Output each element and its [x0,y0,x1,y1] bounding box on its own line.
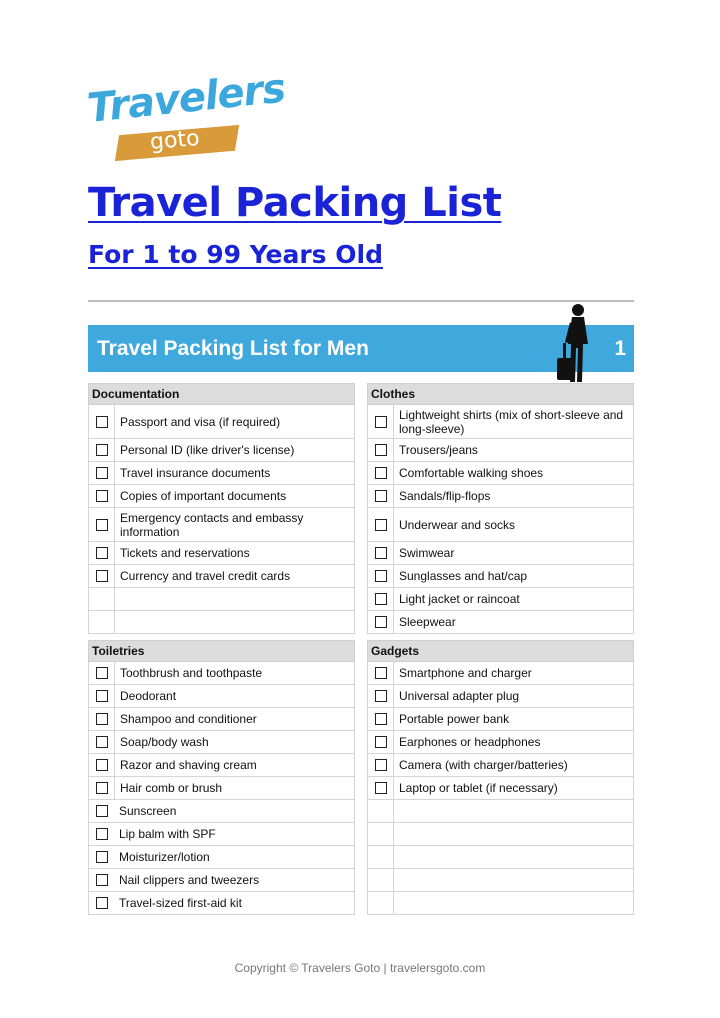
checkbox[interactable] [375,444,387,456]
checklist-row[interactable] [88,542,355,565]
checklist-row[interactable] [88,708,355,731]
checkbox[interactable] [96,490,108,502]
checklist-row [367,892,634,915]
item-label: Personal ID (like driver's license) [120,443,295,457]
banner-title: Travel Packing List for Men [97,337,369,360]
checklist-row[interactable] [88,777,355,800]
item-label: Underwear and socks [399,517,516,532]
checklist-row[interactable] [88,731,355,754]
documentation-header: Documentation [88,383,355,405]
item-label: Nail clippers and tweezers [119,873,260,887]
checkbox-cell [89,685,115,707]
checkbox-cell [368,405,394,438]
checkbox-cell [89,485,115,507]
item-label: Razor and shaving cream [120,758,257,772]
item-label: Swimwear [399,546,455,560]
checklist-row [88,611,355,634]
checkbox-cell [89,508,115,541]
checkbox-cell [368,588,394,610]
checkbox[interactable] [96,667,108,679]
checkbox[interactable] [375,490,387,502]
checklist-row[interactable] [367,405,634,439]
checkbox[interactable] [96,467,108,479]
checkbox[interactable] [96,690,108,702]
checkbox-cell [368,800,394,822]
item-label: Emergency contacts and embassy information [120,510,304,539]
checkbox[interactable] [375,467,387,479]
checkbox[interactable] [96,736,108,748]
checklist-row [367,869,634,892]
item-label: Portable power bank [399,712,510,726]
toiletries-header: Toiletries [88,640,355,662]
item-label: Currency and travel credit cards [120,569,291,583]
item-label: Lip balm with SPF [119,827,216,841]
checkbox-cell [89,462,115,484]
checkbox[interactable] [96,713,108,725]
item-label: Tickets and reservations [120,546,250,560]
checkbox-cell [368,565,394,587]
checkbox-cell [89,708,115,730]
item-label: Copies of important documents [120,489,287,503]
checklist-row[interactable] [367,777,634,800]
checkbox-cell [89,823,114,845]
checkbox[interactable] [96,416,108,428]
page-subtitle: For 1 to 99 Years Old [88,240,383,269]
item-label: Universal adapter plug [399,689,520,703]
checkbox-cell [89,611,115,633]
checklist-row[interactable] [88,869,355,892]
checklist-row[interactable] [367,662,634,685]
checkbox-cell [368,685,394,707]
item-label: Passport and visa (if required) [120,414,281,429]
checkbox[interactable] [375,593,387,605]
checkbox-cell [368,708,394,730]
item-label: Soap/body wash [120,735,209,749]
checkbox-cell [89,869,114,891]
checkbox[interactable] [375,519,387,531]
gadgets-section [367,640,634,915]
checklist-row [88,588,355,611]
clothes-header: Clothes [367,383,634,405]
checklist-row[interactable] [88,754,355,777]
checkbox-cell [368,754,394,776]
checkbox[interactable] [375,570,387,582]
checklist-row[interactable] [367,731,634,754]
checkbox[interactable] [375,759,387,771]
checklist-row[interactable] [367,508,634,542]
checklist-row[interactable] [367,565,634,588]
checkbox[interactable] [96,519,108,531]
checkbox-cell [368,823,394,845]
traveler-with-suitcase-icon [548,302,600,384]
checkbox-cell [89,542,115,564]
checkbox-cell [89,800,114,822]
checkbox-cell [89,588,115,610]
checklist-row[interactable] [88,508,355,542]
clothes-section [367,383,634,634]
checkbox[interactable] [375,690,387,702]
checkbox[interactable] [375,667,387,679]
checkbox[interactable] [96,805,108,817]
item-label: Lightweight shirts (mix of short-sleeve and long-sleeve) [399,407,624,436]
page-title: Travel Packing List [88,180,502,226]
checklist-row[interactable] [367,542,634,565]
item-label: Travel insurance documents [120,466,271,480]
checklist-row[interactable] [88,662,355,685]
checkbox[interactable] [96,570,108,582]
checklist-row[interactable] [88,439,355,462]
checklist-row[interactable] [367,462,634,485]
checklist-row[interactable] [367,708,634,731]
checkbox[interactable] [375,736,387,748]
checkbox[interactable] [96,897,108,909]
gadgets-header: Gadgets [367,640,634,662]
checkbox-cell [368,439,394,461]
checklist-row[interactable] [367,685,634,708]
item-label: Moisturizer/lotion [119,850,210,864]
item-label: Smartphone and charger [399,666,532,680]
banner-number: 1 [614,337,626,360]
item-label: Earphones or headphones [399,735,541,749]
checkbox-cell [89,731,115,753]
checklist-row[interactable] [88,485,355,508]
checklist-row[interactable] [367,439,634,462]
checkbox-cell [368,508,394,541]
checkbox-cell [368,662,394,684]
item-label [394,800,399,822]
item-label: Laptop or tablet (if necessary) [399,781,558,795]
checkbox-cell [368,611,394,633]
checkbox-cell [89,892,114,914]
checkbox[interactable] [96,444,108,456]
item-label: Sandals/flip-flops [399,489,491,503]
checkbox-cell [89,777,115,799]
checkbox-cell [89,846,114,868]
checkbox[interactable] [96,828,108,840]
checkbox[interactable] [375,782,387,794]
item-label [115,611,120,633]
checkbox-cell [368,462,394,484]
item-label: Sunscreen [119,804,177,818]
checkbox-cell [89,565,115,587]
checkbox[interactable] [375,416,387,428]
item-label: Light jacket or raincoat [399,592,520,606]
checkbox[interactable] [96,874,108,886]
item-label [115,588,120,610]
checklist-row[interactable] [88,405,355,439]
checkbox-cell [368,777,394,799]
checkbox[interactable] [375,616,387,628]
travelers-goto-logo [85,65,288,168]
item-label: Comfortable walking shoes [399,466,544,480]
checklist-row[interactable] [88,823,355,846]
checklist-row [367,800,634,823]
item-label [394,869,399,891]
checkbox[interactable] [96,759,108,771]
checkbox[interactable] [375,547,387,559]
checkbox-cell [368,892,394,914]
checkbox-cell [89,754,115,776]
checkbox-cell [89,439,115,461]
checklist-row[interactable] [367,754,634,777]
checkbox-cell [368,485,394,507]
item-label: Travel-sized first-aid kit [119,896,242,910]
checkbox-cell [89,405,115,438]
item-label: Sunglasses and hat/cap [399,569,528,583]
checklist-row[interactable] [88,800,355,823]
item-label: Camera (with charger/batteries) [399,758,568,772]
toiletries-section [88,640,355,915]
documentation-section [88,383,355,634]
checklist-row[interactable] [367,588,634,611]
checkbox[interactable] [96,782,108,794]
item-label: Shampoo and conditioner [120,712,257,726]
checklist-row[interactable] [367,611,634,634]
logo-word: Travelers [85,65,288,132]
item-label [394,892,399,914]
item-label: Deodorant [120,689,177,703]
checkbox-cell [368,846,394,868]
checkbox[interactable] [375,713,387,725]
checklist-row [367,823,634,846]
item-label [394,846,399,868]
checkbox-cell [368,731,394,753]
item-label: Toothbrush and toothpaste [120,666,263,680]
checklist-row[interactable] [88,565,355,588]
checklist-row[interactable] [88,892,355,915]
checkbox[interactable] [96,851,108,863]
checkbox-cell [89,662,115,684]
checklist-row [367,846,634,869]
item-label: Hair comb or brush [120,781,223,795]
item-label [394,823,399,845]
checkbox[interactable] [96,547,108,559]
checklist-row[interactable] [88,685,355,708]
checklist-row[interactable] [88,462,355,485]
copyright-footer: Copyright © Travelers Goto | travelersgoto.com [234,961,486,975]
item-label: Sleepwear [399,615,456,629]
logo-sub: goto [149,125,201,156]
checklist-row[interactable] [88,846,355,869]
checklist-row[interactable] [367,485,634,508]
item-label: Trousers/jeans [399,443,478,457]
checkbox-cell [368,869,394,891]
checkbox-cell [368,542,394,564]
